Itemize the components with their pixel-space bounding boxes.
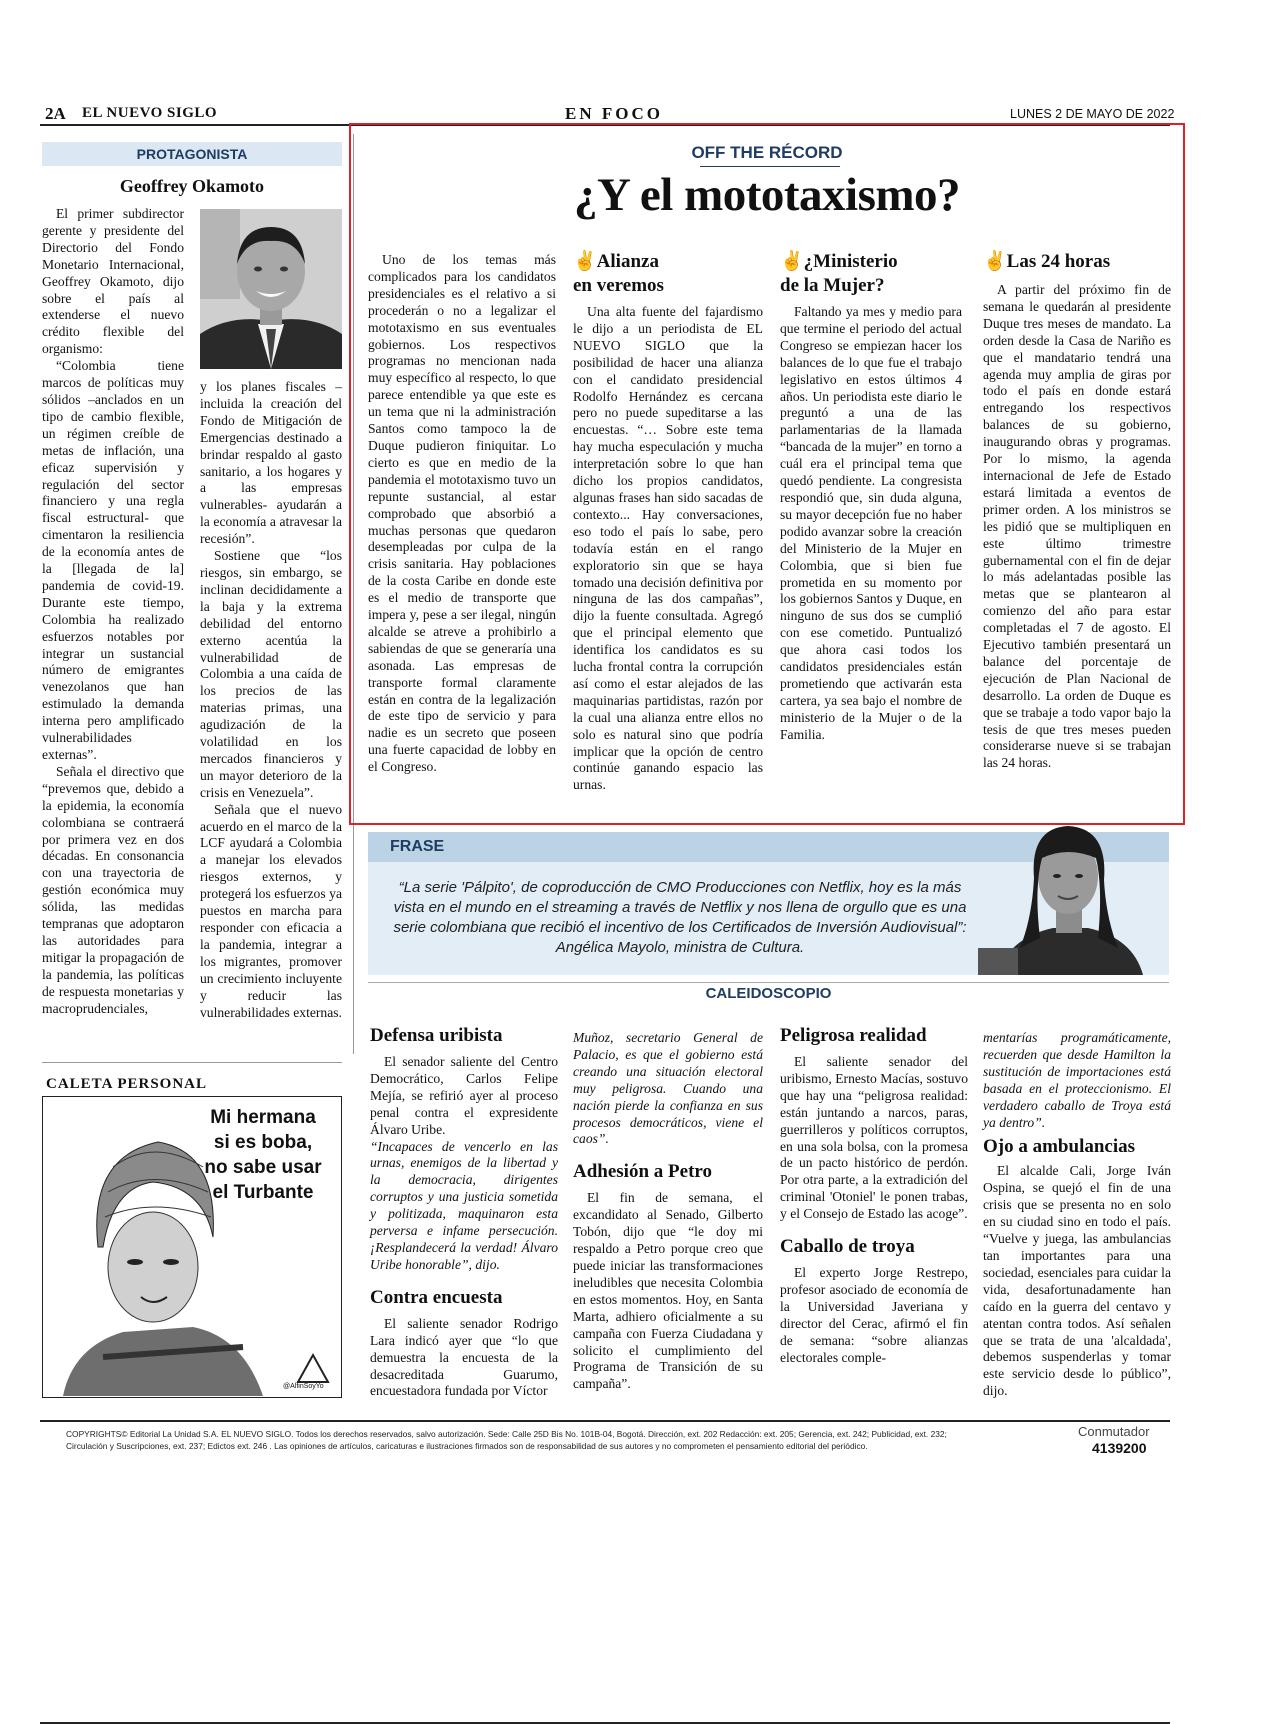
- footer-line-2: Circulación y Suscripciones, ext. 237; Edictos ext. 246 . Las opiniones de artículos, caricaturas e ilustraciones firmados son de responsabilidad de sus autores y no comprometen el pensamiento editorial del periódico.: [66, 1441, 868, 1451]
- protagonista-name: Geoffrey Okamoto: [119, 176, 265, 196]
- caballo-text-cont: mentarías programáticamente, recuerden que desde Hamilton la sustitución de importaciones está basada en el proteccionismo. El verdadero caballo de Troya está ya dentro”.: [983, 1030, 1171, 1130]
- ministerio-heading-l1: ¿Ministerio: [803, 251, 898, 272]
- speech-bubble: [193, 1105, 333, 1205]
- ministerio-heading: [780, 250, 962, 298]
- peligrosa-heading: Peligrosa realidad: [780, 1025, 927, 1046]
- contra-text: El saliente senador Rodrigo Lara indicó ayer que “lo que demuestra la encuesta de la desacreditada Guarumo, encuestadora fundada por Víctor: [370, 1315, 558, 1399]
- bubble-line-4: el Turbante: [212, 1182, 314, 1203]
- caballo-heading: Caballo de troya: [780, 1236, 915, 1258]
- protagonista-col-left: [42, 206, 184, 1018]
- caleta-cartoon: [42, 1096, 342, 1398]
- protagonista-intro: El primer subdirector gerente y presidente del Directorio del Fondo Monetario Internacional, Geoffrey Okamoto, dijo sobre el país al extenderse el nuevo crédito flexible del organismo:: [42, 206, 184, 357]
- caleta-label: CALETA PERSONAL: [46, 1076, 208, 1092]
- alianza-heading-l1: Alianza: [596, 251, 659, 272]
- footer-line-1: COPYRIGHTS© Editorial La Unidad S.A. EL NUEVO SIGLO. Todos los derechos reservados, salvo autorización. Sede: Calle 25D Bis No. 101B-04, Bogotá. Dirección, ext. 202 Redacción: ext. 205; Gerencia, ext. 242; Publicidad, ext. 232;: [66, 1429, 947, 1439]
- off-record-label: OFF THE RÉCORD: [691, 143, 843, 162]
- peligrosa-text: El saliente senador del uribismo, Ernesto Macías, sostuvo que hay una “peligrosa realidad: están juntando a narcos, paras, guerrilleros y políticos corruptos, en una sola bolsa, con la promesa de un pacto histórico de perdón. Por otra parte, a la extradición del criminal 'Otoniel' le ponen trabas, y el Consejo de Estado las acoge”.: [780, 1054, 968, 1222]
- section-title: EN FOCO: [565, 104, 663, 123]
- issue-date: LUNES 2 DE MAYO DE 2022: [1010, 107, 1175, 121]
- frase-label: FRASE: [390, 838, 445, 855]
- footer-rule-top: [40, 1420, 1170, 1422]
- caballo-text: El experto Jorge Restrepo, profesor asociado de economía de la Universidad Javeriana y director del Cerac, afirmó el fin de semana: “sobre alianzas electorales comple-: [780, 1265, 968, 1365]
- frase-quote: “La serie 'Pálpito', de coproducción de CMO Producciones con Netflix, hoy es la más vista en el mundo en el streaming a través de Netflix y nos llena de orgullo que es una serie colombiana que recibió el incentivo de los Certificados de Inversión Audiovisual”: Angélica Mayolo, ministra de Cultura.: [393, 879, 967, 956]
- defensa-quote: “Incapaces de vencerlo en las urnas, enemigos de la libertad y la democracia, dirigentes corruptos y una justicia sometida y politizada, maquinaron esta perversa e infame persecución. ¡Resplandecerá la verdad! Álvaro Uribe honorable”, dijo.: [370, 1138, 558, 1272]
- off-record-col4: [983, 250, 1171, 772]
- caleido-col1: [370, 1024, 558, 1400]
- 24horas-heading-text: Las 24 horas: [1006, 251, 1111, 272]
- ministerio-text: Faltando ya mes y medio para que termine el periodo del actual Congreso se empiezan hacer los balances de lo que fue el trabajo legislativo en estos últimos 4 años. Un periodista este diario le preguntó a una de las parlamentarias de la llamada “bancada de la mujer” en torno a cuál era el principal tema que quedó pendiente. La congresista respondió que, sin duda alguna, su mayor decepción fue no haber podido avanzar sobre la creación del Ministerio de la Mujer en Colombia, que si bien fue prometida en su momento por los gobiernos Santos y Duque, en ninguno de sus dos se cumplió con ese cometido. Puntualizó que ahora casi todos los candidatos presidenciales están prometiendo que activarán esta cartera, ya sea bajo el nombre de ministerio de la Mujer o de la Familia.: [780, 304, 962, 742]
- peace-hand-icon: ✌: [780, 251, 804, 272]
- cartoon-credit: @AlfinSoyYo: [283, 1383, 324, 1390]
- peace-hand-icon: ✌: [573, 251, 597, 272]
- conmutador-number: 4139200: [1092, 1440, 1147, 1456]
- ojo-heading: Ojo a ambulancias: [983, 1136, 1136, 1158]
- defensa-text: El senador saliente del Centro Democrático, Carlos Felipe Mejía, se refirió ayer al proceso penal contra el expresidente Álvaro Uribe.: [370, 1054, 558, 1137]
- caleido-col4: [983, 1030, 1171, 1400]
- protagonista-quote: “Colombia tiene marcos de políticas muy sólidos –anclados en un tipo de cambio flexible, un régimen creíble de metas de inflación, una eficaz supervisión y regulación del sector financiero y una regla fiscal estructural- que cimentaron la resiliencia de la economía antes de la [llegada de la] pandemia de covid-19. Durante este tiempo, Colombia ha realizado esfuerzos notables por integrar un sustancial número de emigrantes venezolanos que han estimulado la demanda interna pero amplificado vulnerabilidades externas”.: [42, 358, 184, 762]
- masthead: EL NUEVO SIGLO: [82, 105, 218, 121]
- alianza-heading: [573, 250, 763, 298]
- protagonista-para3: Señala el directivo que “prevemos que, debido a la epidemia, la economía colombiana se contraerá por primera vez en dos décadas. En consonancia con una trayectoria de gestión económica muy sólida, las medidas tempranas que adoptaron las autoridades para mitigar la propagación de la pandemia, las políticas de respuesta monetarias y macroprudenciales,: [42, 763, 184, 1016]
- bubble-line-1: Mi hermana: [210, 1107, 316, 1128]
- peace-hand-icon: ✌: [983, 251, 1007, 272]
- off-record-headline: ¿Y el mototaxismo?: [573, 169, 961, 221]
- mayolo-photo: [968, 818, 1168, 975]
- bubble-line-2: si es boba,: [213, 1132, 313, 1153]
- caleido-col3: [780, 1024, 968, 1367]
- conmutador-label: Conmutador: [1078, 1424, 1150, 1439]
- adhesion-heading: Adhesión a Petro: [573, 1161, 712, 1183]
- protagonista-right-3: Señala que el nuevo acuerdo en el marco de la LCF ayudará a Colombia a manejar los elevados riesgos externos, y protegerá los esfuerzos ya puestos en marcha para responder con eficacia a la pandemia, integrar a los migrantes, promover un crecimiento incluyente y reducir las vulnerabilidades externas.: [200, 801, 342, 1020]
- contra-heading: Contra encuesta: [370, 1286, 503, 1308]
- protagonista-right-2: Sostiene que “los riesgos, sin embargo, se inclinan decididamente a la baja y la extrema debilidad del entorno externo acentúa la vulnerabilidad de Colombia a una caída de los precios de las materias primas, una agudización de la volatilidad en los mercados financieros y un mayor deterioro de la crisis en Venezuela”.: [200, 548, 342, 800]
- caleidoscopio-label: CALEIDOSCOPIO: [705, 985, 832, 1002]
- 24horas-heading: [983, 250, 1171, 274]
- off-record-intro-text: Uno de los temas más complicados para los candidatos presidenciales es el relativo a si procederán o no a legalizar el mototaxismo en sus eventuales gobiernos. Los respectivos programas no mencionan nada muy específico al respecto, lo que parece entendible ya que este es un tema que ni la administración Santos como tampoco la de Duque pudieron finiquitar. Lo cierto es que en medio de la pandemia el mototaxismo tuvo un repunte sustancial, al estar comprobado que absorbió a muchas personas que quedaron desempleadas por culpa de la crisis sanitaria. Hay poblaciones de la costa Caribe en donde este es el medio de transporte que impera y, pese a ser ilegal, ningún alcalde se atreve a prohibirlo a sabiendas de que se generaría una asonada. Las empresas de transporte formal claramente están en contra de la legalización de este tipo de servicio y para nadie es un secreto que poseen una fuerte capacidad de lobby en el Congreso.: [368, 252, 556, 775]
- contra-text-cont: Muñoz, secretario General de Palacio, es que el gobierno está creando una situación electoral muy peligrosa. Cuando una nación pierde la confianza en sus procesos democráticos, viene el caos”.: [573, 1030, 763, 1147]
- okamoto-photo: [200, 209, 342, 369]
- alianza-text: Una alta fuente del fajardismo le dijo a un periodista de EL NUEVO SIGLO que la posibilidad de hacer una alianza con el candidato presidencial Rodolfo Hernández es cercana pero no puede supeditarse a las encuestas. “… Sobre este tema hay mucha especulación y mucha interpretación sobre lo que han dicho los propios candidatos, algunas frases han sido sacadas de contexto... Hay conversaciones, eso todo el país lo sabe, pero todavía están en el rango exploratorio sin que se haya tomado una decisión definitiva por ninguna de las dos campañas”, dijo la fuente consultada. Agregó que el principal elemento que identifica los candidatos es su lucha frontal contra la corrupción así como el estar alejados de las maquinarias partidistas, razón por la cual una alianza entre ellos no solo es natural sino que podría implicar que la opción de centro continúe ganando espacio las urnas.: [573, 304, 763, 793]
- footer-copyright: [66, 1428, 1056, 1452]
- ministerio-heading-l2: de la Mujer?: [780, 275, 885, 296]
- caleido-col2: [573, 1030, 763, 1393]
- defensa-heading: Defensa uribista: [370, 1025, 503, 1046]
- alianza-heading-l2: en veremos: [573, 275, 664, 296]
- caleta-rule: [42, 1062, 342, 1063]
- off-record-intro: [368, 252, 556, 776]
- 24horas-text: A partir del próximo fin de semana le quedarán al presidente Duque tres meses de mandato. La orden desde la Casa de Nariño es que el mandatario tendrá una agenda muy amplia de giras por todo el país en donde estará entregando los respectivos balances de su gobierno, inaugurando obras y programas. Por lo mismo, la agenda internacional de Jefe de Estado estará limitada a eventos de primer orden. A los ministros se les pidió que se multipliquen en este último trimestre gubernamental con el fin de dejar lo más adelantadas posible las metas que se plantearon al comienzo del año para estar completadas el 7 de agosto. El Ejecutivo también presentará un balance del porcentaje de ejecución de Plan Nacional de desarrollo. La orden de Duque es que se trabaje a todo vapor bajo la tesis de que tres meses pueden considerarse nueve si se trabajan las 24 horas.: [983, 282, 1171, 771]
- protagonista-label: PROTAGONISTA: [42, 142, 342, 166]
- adhesion-text: El fin de semana, el excandidato al Senado, Gilberto Tobón, dijo que “le doy mi respaldo a Petro porque creo que puede iniciar las transformaciones ineludibles que necesita Colombia en estos momentos. Hoy, en Santa Marta, adhiero oficialmente a su campaña con Fuerza Ciudadana y solicito el cumplimiento del Programa de Transición de su campaña”.: [573, 1190, 763, 1392]
- page-number: 2A: [45, 104, 66, 123]
- off-record-col3: [780, 250, 962, 744]
- protagonista-right-1: y los planes fiscales –incluida la creación del Fondo de Mitigación de Emergencias destinado a brindar respaldo al gasto sanitario, a los hogares y a las empresas vulnerables- ayudarán a la economía a atravesar la recesión”.: [200, 379, 342, 547]
- off-record-label-rule-l: [700, 166, 840, 167]
- bubble-line-3: no sabe usar: [204, 1157, 322, 1178]
- ojo-text: El alcalde Cali, Jorge Iván Ospina, se quejó el fin de una crisis que se presenta no en solo en su ciudad sino en todo el país. “Vuelve y juega, las ambulancias tan importantes para una sociedad, esenciales para cuidar la vida, desafortunadamente han caído en la guerra del centavo y atentan contra todos. Así señalen que se trata de una 'alcaldada', debemos suspenderlas y tomar este servicio desde lo público”, dijo.: [983, 1163, 1171, 1399]
- caleidoscopio-rule: [368, 982, 1169, 983]
- protagonista-col-right: [200, 379, 342, 1021]
- off-record-col2: [573, 250, 763, 794]
